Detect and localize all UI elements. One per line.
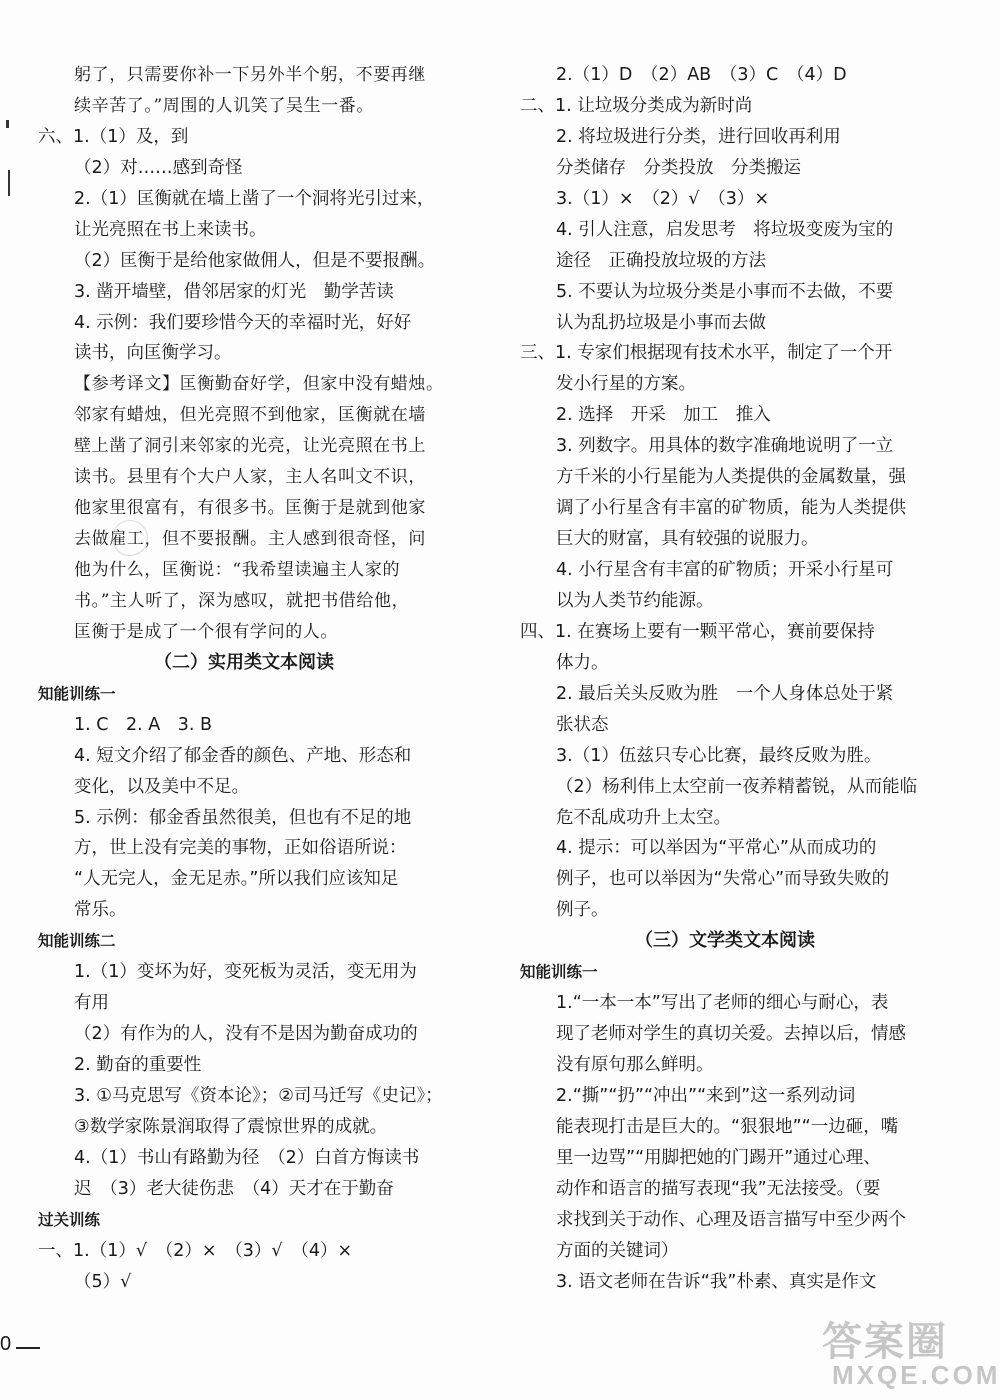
answer-line: 4. 提示：可以举因为“平常心”从而成功的 [556,838,877,859]
answer-line: 书。”主人听了，深为感叹，就把书借给他， [74,590,410,611]
answer-line: 2. 选择 开采 加工 推入 [556,405,771,426]
answer-line: 3. 语文老师在告诉“我”朴素、真实是作文 [556,1271,877,1292]
answer-line: （5）√ [74,1271,132,1292]
answer-line: 巨大的财富，具有较强的说服力。 [556,529,819,550]
answer-line: 变化，以及美中不足。 [74,776,249,797]
answer-line: 3. 列数字。用具体的数字准确地说明了一立 [556,436,894,457]
answer-line: 二、1. 让垃圾分类成为新时尚 [520,95,753,116]
answer-line: 六、1.（1）及，到 [38,126,189,147]
answer-line: 求找到关于动作、心理及语言描写中至少两个 [556,1209,906,1230]
answer-line: 方，世上没有完美的事物，正如俗语所说： [74,838,407,859]
answer-line: 方千米的小行星能为人类提供的金属数量，强 [556,467,906,488]
answer-line: 4. 小行星含有丰富的矿物质；开采小行星可 [556,560,894,580]
answer-line: 邻家有蜡烛，但光亮照不到他家，匡衡就在墙 [74,405,426,426]
section-heading: （三）文学类文本阅读 [635,930,815,952]
answer-line: 例子，也可以举因为“失常心”而导致失败的 [556,869,890,890]
faint-stamp [112,520,148,556]
answer-line: 续辛苦了。”周围的人讥笑了吴生一番。 [74,95,374,116]
answer-line: 方面的关键词） [556,1240,679,1261]
answer-line: 3.（1）伍兹只专心比赛，最终反败为胜。 [556,745,882,766]
answer-line: （2）对……感到奇怪 [74,157,243,178]
answer-line: 壁上凿了洞引来邻家的光亮，让光亮照在书上 [74,436,426,457]
section-heading: （二）实用类文本阅读 [154,651,334,673]
answer-line: ③数学家陈景润取得了震惊世界的成就。 [74,1116,388,1137]
answer-line: 4. 短文介绍了郁金香的颜色、产地、形态和 [74,745,412,766]
watermark-title: 答案圈 [822,1319,948,1365]
answer-line: 没有原句那么鲜明。 [556,1055,714,1075]
subsection-heading: 知能训练一 [520,963,598,982]
left-column [38,60,450,1298]
answer-line: （2）杨利伟上太空前一夜养精蓄锐，从而能临 [556,776,918,797]
answer-line: 危不乱成功升上太空。 [556,807,731,828]
answer-line: 一、1.（1）√ （2）× （3）√ （4）× [38,1240,353,1261]
answer-line: 3.（1）× （2）√ （3）× [556,188,770,209]
answer-line: 他家里很富有，有很多书。匡衡于是就到他家 [74,498,426,519]
answer-line: 1.（1）变坏为好，变死板为灵活，变无用为 [74,962,417,983]
answer-line: 匡衡于是成了一个很有学问的人。 [74,621,338,642]
answer-line: 2.“撕”“扔”“冲出”“来到”这一系列动词 [556,1085,856,1106]
answer-line: 2. 最后关头反败为胜 一个人身体总处于紧 [556,683,894,704]
answer-line: 让光亮照在书上来读书。 [74,219,267,240]
answer-line: 发小行星的方案。 [556,374,696,395]
answer-line: 1.“一本一本”写出了老师的细心与耐心，表 [556,993,889,1014]
page-number: 0 [0,1333,12,1355]
watermark-url: MXQE.COM [832,1360,1000,1390]
answer-line: 4. 引人注意，启发思考 将垃圾变废为宝的 [556,219,894,240]
answer-line: 现了老师对学生的真切关爱。去掉以后，情感 [556,1024,906,1045]
subsection-heading: 知能训练二 [38,932,116,951]
answer-line: 2.（1）匡衡就在墙上凿了一个洞将光引过来， [74,188,435,209]
answer-line: 调了小行星含有丰富的矿物质，能为人类提供 [556,498,906,519]
answer-line: 1. C 2. A 3. B [74,714,212,735]
answer-line: 常乐。 [74,900,127,921]
page-number-rule [16,1347,40,1349]
answer-line: 认为乱扔垃圾是小事而去做 [556,312,766,333]
answer-line: 能表现打击是巨大的。“狠狠地”“一边砸，嘴 [556,1116,899,1137]
answer-line: 体力。 [556,652,609,673]
answer-line: 以为人类节约能源。 [556,590,714,611]
answer-line: 里一边骂”“用脚把她的门踢开”通过心理、 [556,1147,881,1168]
answer-line: 有用 [74,993,109,1014]
answer-line: 四、1. 在赛场上要有一颗平常心，赛前要保持 [520,621,875,642]
answer-line: 5. 示例：郁金香虽然很美，但也有不足的地 [74,807,412,828]
answer-line: 【参考译文】匡衡勤奋好学，但家中没有蜡烛。 [74,374,444,395]
answer-line: 例子。 [556,900,609,921]
subsection-heading: 过关训练 [38,1210,101,1229]
answer-line: 躬了，只需要你补一下另外半个躬，不要再继 [74,65,426,85]
answer-line: （2）匡衡于是给他家做佣人，但是不要报酬。 [74,250,436,271]
answer-line: 2.（1）D （2）AB （3）C （4）D [556,65,847,85]
answer-line: 分类储存 分类投放 分类搬运 [556,157,801,178]
answer-line: 2. 勤奋的重要性 [74,1055,202,1075]
answer-line: 读书，向匡衡学习。 [74,343,232,364]
answer-line: （2）有作为的人，没有不是因为勤奋成功的 [74,1024,418,1045]
answer-line: 3. ①马克思写《资本论》；②司马迁写《史记》； [74,1085,443,1106]
margin-mark [8,170,10,196]
answer-line: 5. 不要认为垃圾分类是小事而不去做，不要 [556,281,894,302]
answer-line: 去做雇工，但不要报酬。主人感到很奇怪，问 [74,529,426,550]
answer-line: 张状态 [556,714,609,735]
answer-line: 三、1. 专家们根据现有技术水平，制定了一个开 [520,343,893,364]
answer-line: 4. 示例：我们要珍惜今天的幸福时光，好好 [74,312,412,333]
answer-line: 动作和语言的描写表现“我”无法接受。（要 [556,1178,881,1199]
watermark-logo [822,1310,1000,1390]
right-column [520,60,930,1298]
answer-line: 3. 凿开墙壁，借邻居家的灯光 勤学苦读 [74,281,394,302]
answer-line: 2. 将垃圾进行分类，进行回收再利用 [556,126,841,147]
answer-line: 读书。县里有个大户人家，主人名叫文不识， [74,467,426,488]
answer-line: 他为什么，匡衡说：“我希望读遍主人家的 [74,560,401,580]
margin-mark [6,120,9,128]
subsection-heading: 知能训练一 [38,684,116,703]
answer-line: 迟 （3）老大徒伤悲 （4）天才在于勤奋 [74,1178,394,1199]
answer-line: 途径 正确投放垃圾的方法 [556,250,766,271]
answer-line: 4.（1）书山有路勤为径 （2）白首方悔读书 [74,1147,420,1168]
answer-line: “人无完人，金无足赤。”所以我们应该知足 [74,869,399,890]
